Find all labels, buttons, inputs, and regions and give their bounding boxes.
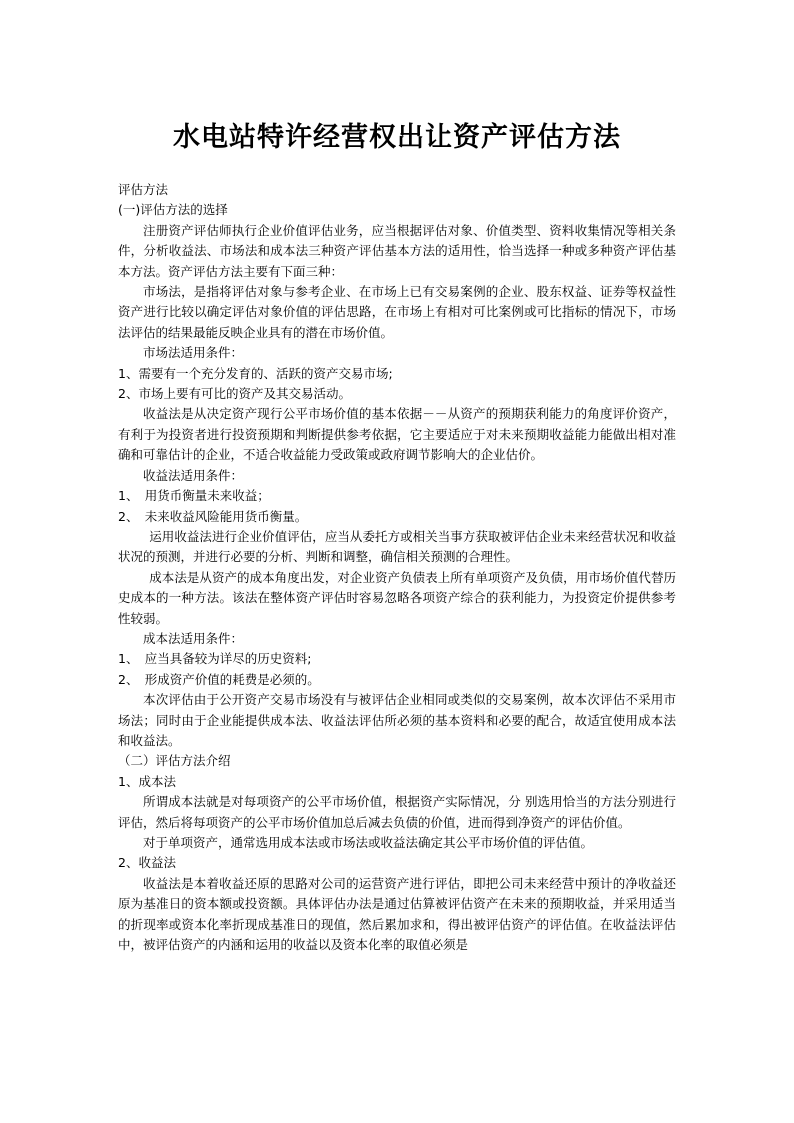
list-item: 2、市场上要有可比的资产及其交易活动。 bbox=[118, 386, 351, 402]
paragraph: 成本法适用条件： bbox=[143, 630, 244, 646]
subsection-heading: 1、成本法 bbox=[118, 773, 176, 789]
subsection-heading: （二）评估方法介绍 bbox=[118, 753, 231, 769]
list-item: 1、需要有一个充分发育的、活跃的资产交易市场; bbox=[118, 365, 393, 381]
list-item: 1、 用货币衡量未来收益； bbox=[118, 488, 270, 504]
page-title: 水电站特许经营权出让资产评估方法 bbox=[173, 122, 621, 153]
document-body bbox=[118, 180, 676, 955]
paragraph: 对于单项资产，通常选用成本法或市场法或收益法确定其公平市场价值的评估值。 bbox=[143, 835, 594, 850]
paragraph: 运用收益法进行企业价值评估，应当从委托方或相关当事方获取被评估企业未来经营状况和收益状况的预测，并进行必要的分析、判断和调整，确信相关预测的合理性。 bbox=[118, 528, 676, 565]
list-item: 2、 形成资产价值的耗费是必须的。 bbox=[118, 671, 320, 687]
list-item: 2、 未来收益风险能用货币衡量。 bbox=[118, 508, 308, 524]
paragraph: 本次评估由于公开资产交易市场没有与被评估企业相同或类似的交易案例，故本次评估不采用市场法；同时由于企业能提供成本法、收益法评估所必须的基本资料和必要的配合，故适宜使用成本法和收益法。 bbox=[118, 692, 676, 748]
subsection-heading: 2、收益法 bbox=[118, 855, 176, 871]
paragraph: 收益法适用条件： bbox=[143, 467, 244, 483]
paragraph: 市场法，是指将评估对象与参考企业、在市场上已有交易案例的企业、股东权益、证券等权益性资产进行比较以确定评估对象价值的评估思路，在市场上有相对可比案例或可比指标的情况下，市场法评估的结果最能反映企业具有的潜在市场价值。 bbox=[118, 284, 676, 340]
paragraph: 所谓成本法就是对每项资产的公平市场价值，根据资产实际情况，分 别选用恰当的方法分别进行评估，然后将每项资产的公平市场价值加总后减去负债的价值，进而得到净资产的评估价值。 bbox=[118, 794, 676, 830]
section-heading: 评估方法 bbox=[118, 182, 169, 197]
paragraph: 市场法适用条件： bbox=[143, 345, 244, 361]
paragraph: 收益法是从决定资产现行公平市场价值的基本依据－－从资产的预期获利能力的角度评价资产，有利于为投资者进行投资预期和判断提供参考依据，它主要适应于对未来预期收益能力能做出相对准确和可靠估计的企业，不适合收益能力受政策或政府调节影响大的企业估价。 bbox=[118, 406, 676, 463]
subsection-heading: (一)评估方法的选择 bbox=[118, 202, 228, 218]
list-item: 1、 应当具备较为详尽的历史资料; bbox=[118, 651, 312, 667]
paragraph: 收益法是本着收益还原的思路对公司的运营资产进行评估，即把公司未来经营中预计的净收益还原为基准日的资本额或投资额。具体评估办法是通过估算被评估资产在未来的预期收益，并采用适当的折现率或资本化率折现成基准日的现值，然后累加求和，得出被评估资产的评估值。在收益法评估中，被评估资产的内涵和运用的收益以及资本化率的取值必须是 bbox=[118, 875, 676, 953]
paragraph: 成本法是从资产的成本角度出发，对企业资产负债表上所有单项资产及负债，用市场价值代替历史成本的一种方法。该法在整体资产评估时容易忽略各项资产综合的获利能力，为投资定价提供参考性较弱。 bbox=[118, 569, 676, 626]
paragraph: 注册资产评估师执行企业价值评估业务，应当根据评估对象、价值类型、资料收集情况等相关条件，分析收益法、市场法和成本法三种资产评估基本方法的适用性，恰当选择一种或多种资产评估基本方法。资产评估方法主要有下面三种： bbox=[118, 222, 676, 279]
